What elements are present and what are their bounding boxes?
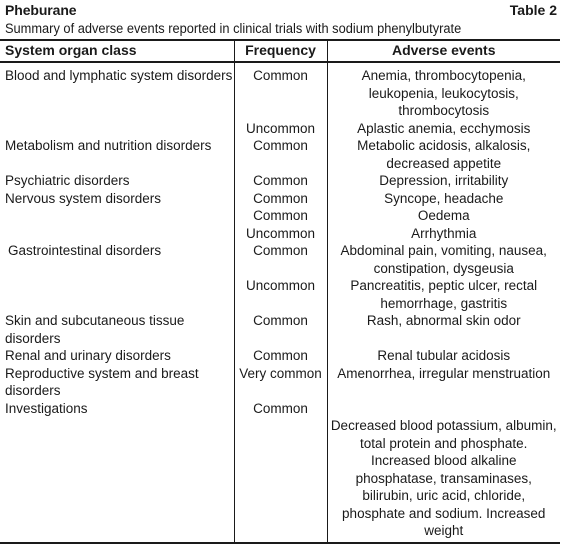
table-number: Table 2: [509, 2, 557, 18]
events-cell: [327, 365, 560, 400]
events-cell: [327, 137, 560, 172]
events-text: Abdominal pain, vomiting, nausea, constipation, dysgeusia: [340, 243, 547, 276]
frequency-cell: [234, 312, 327, 347]
events-text: Anemia, thrombocytopenia, leukopenia, leukocytosis, thrombocytosis: [361, 68, 526, 118]
frequency-cell: [234, 190, 327, 208]
frequency-text: Common: [253, 208, 308, 223]
table-row: [0, 62, 560, 120]
organ-class-cell: [0, 225, 234, 243]
column-header-system-organ-class: System organ class: [0, 40, 234, 62]
table-row: [0, 190, 560, 208]
organ-class-text: Investigations: [5, 400, 88, 416]
events-cell: [327, 207, 560, 225]
events-text: Aplastic anemia, ecchymosis: [357, 120, 531, 136]
events-cell: [327, 242, 560, 277]
table-row: [0, 137, 560, 172]
frequency-text: Uncommon: [245, 278, 316, 293]
frequency-cell: [234, 62, 327, 120]
organ-class-cell: [0, 312, 234, 347]
drug-name: Pheburane: [5, 2, 77, 18]
events-text: Syncope, headache: [384, 190, 504, 206]
table-caption: Summary of adverse events reported in clinical trials with sodium phenylbutyrate: [5, 21, 462, 36]
organ-class-cell: [0, 120, 234, 138]
events-text: Rash, abnormal skin odor: [366, 313, 521, 328]
frequency-text: Common: [253, 138, 308, 153]
frequency-text: Uncommon: [245, 120, 316, 136]
frequency-text: Very common: [239, 365, 322, 381]
frequency-cell: [234, 400, 327, 543]
organ-class-cell: [0, 400, 234, 543]
events-text: Amenorrhea, irregular menstruation: [337, 365, 551, 381]
frequency-cell: [234, 172, 327, 190]
organ-class-text: Blood and lymphatic system disorders: [5, 68, 233, 83]
organ-class-cell: [0, 277, 234, 312]
frequency-cell: [234, 347, 327, 365]
frequency-cell: [234, 120, 327, 138]
table-row: [0, 207, 560, 225]
frequency-cell: [234, 225, 327, 243]
organ-class-text: Reproductive system and breast disorders: [5, 365, 199, 398]
organ-class-cell: [0, 62, 234, 120]
organ-class-cell: [0, 190, 234, 208]
events-cell: [327, 190, 560, 208]
frequency-cell: [234, 242, 327, 277]
frequency-cell: [234, 207, 327, 225]
table-header-row: [0, 40, 560, 62]
table-row: [0, 347, 560, 365]
organ-class-cell: [0, 347, 234, 365]
frequency-text: Uncommon: [245, 225, 316, 241]
organ-class-cell: [0, 207, 234, 225]
organ-class-text: Renal and urinary disorders: [5, 348, 171, 363]
frequency-text: Common: [253, 400, 308, 416]
table-row: [0, 365, 560, 400]
frequency-text: Common: [253, 173, 308, 188]
events-cell: [327, 400, 560, 543]
frequency-text: Common: [253, 190, 308, 206]
organ-class-text: Nervous system disorders: [5, 190, 162, 206]
organ-class-text: Gastrointestinal disorders: [8, 243, 162, 258]
frequency-cell: [234, 277, 327, 312]
frequency-text: Common: [253, 243, 308, 258]
organ-class-text: Metabolism and nutrition disorders: [5, 138, 212, 153]
table-row: [0, 242, 560, 277]
table-row: [0, 312, 560, 347]
table-row: [0, 277, 560, 312]
table-row: [0, 120, 560, 138]
events-cell: [327, 277, 560, 312]
events-cell: [327, 225, 560, 243]
column-header-frequency: Frequency: [234, 40, 327, 62]
table-row: [0, 225, 560, 243]
events-text: Renal tubular acidosis: [377, 348, 511, 363]
adverse-events-table: [0, 39, 560, 544]
events-text: Decreased blood potassium, albumin, total protein and phosphate. Increased blood alkaline phosphatase, transaminases, bilirubin, uric acid, chloride, phosphate and sodium. Increased weight: [330, 418, 557, 538]
row-spacer: [330, 400, 559, 418]
events-text: Pancreatitis, peptic ulcer, rectal hemorrhage, gastritis: [350, 278, 538, 311]
organ-class-cell: [0, 365, 234, 400]
organ-class-cell: [0, 172, 234, 190]
column-header-adverse-events: Adverse events: [327, 40, 560, 62]
frequency-text: Common: [253, 348, 308, 363]
title-row: [5, 2, 560, 19]
events-cell: [327, 347, 560, 365]
frequency-text: Common: [253, 68, 308, 83]
frequency-text: Common: [253, 313, 308, 328]
events-text: Arrhythmia: [411, 225, 477, 241]
events-cell: [327, 172, 560, 190]
organ-class-cell: [0, 242, 234, 277]
events-text: Depression, irritability: [379, 173, 509, 188]
organ-class-text: Psychiatric disorders: [5, 173, 130, 188]
organ-class-text: Skin and subcutaneous tissue disorders: [5, 313, 185, 346]
events-cell: [327, 62, 560, 120]
frequency-cell: [234, 365, 327, 400]
events-cell: [327, 312, 560, 347]
events-cell: [327, 120, 560, 138]
events-text: Oedema: [417, 208, 470, 223]
table-row: [0, 172, 560, 190]
frequency-cell: [234, 137, 327, 172]
events-text: Metabolic acidosis, alkalosis, decreased appetite: [357, 138, 531, 171]
organ-class-cell: [0, 137, 234, 172]
table-row: [0, 400, 560, 543]
